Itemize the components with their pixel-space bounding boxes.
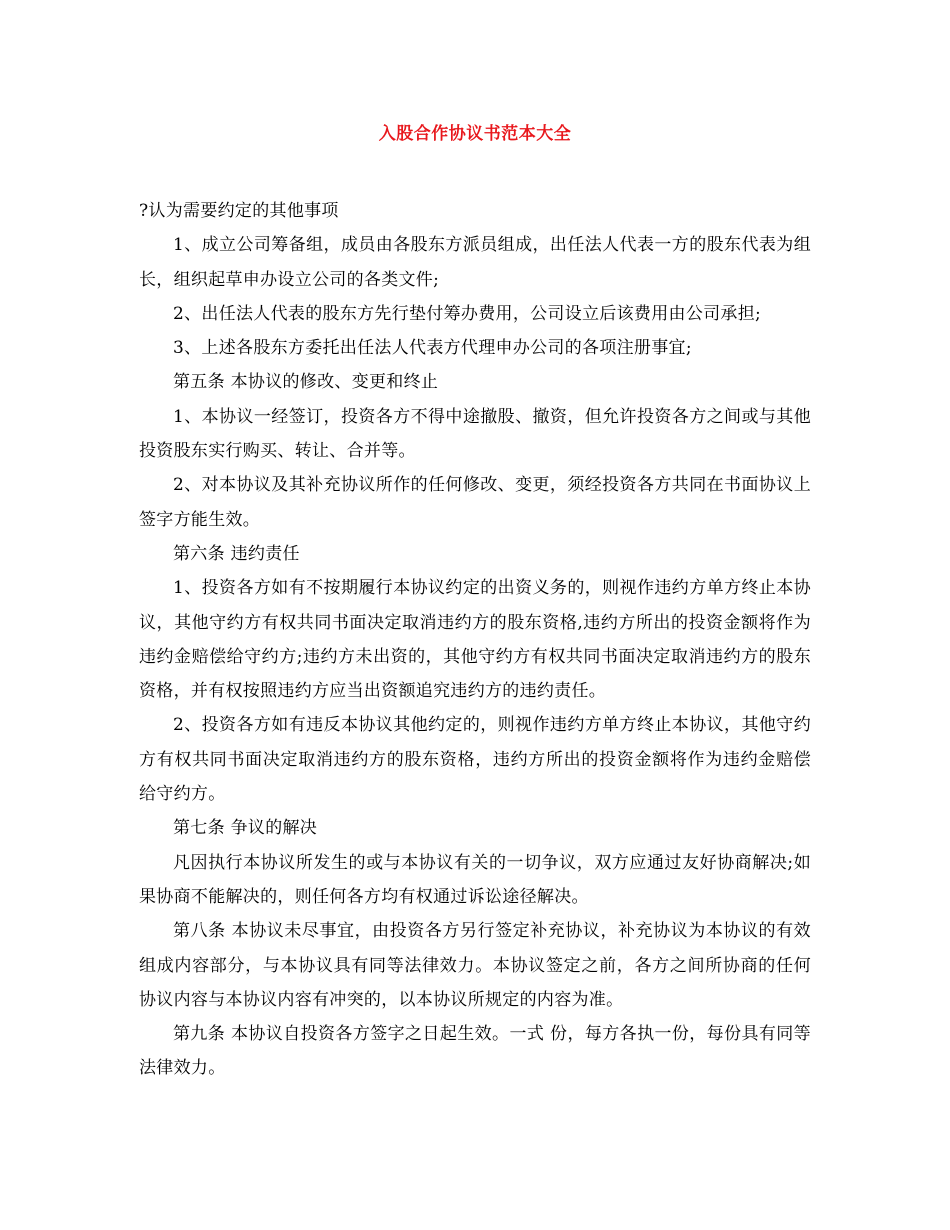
paragraph-other-matters: ?认为需要约定的其他事项	[139, 201, 339, 221]
article-9: 第九条 本协议自投资各方签字之日起生效。一式 份，每方各执一份，每份具有同等法律效力。	[139, 1024, 811, 1079]
article-5-heading: 第五条 本协议的修改、变更和终止	[173, 372, 439, 393]
article-6-heading: 第六条 违约责任	[173, 543, 300, 564]
article-7-body: 凡因执行本协议所发生的或与本协议有关的一切争议，双方应通过友好协商解决;如果协商不能解决的，则任何各方均有权通过诉讼途径解决。	[139, 852, 811, 907]
article-5-item-1: 1、本协议一经签订，投资各方不得中途撤股、撤资，但允许投资各方之间或与其他投资股东实行购买、转让、合并等。	[139, 406, 811, 462]
document-body	[139, 194, 811, 1086]
article-5-item-2: 2、对本协议及其补充协议所作的任何修改、变更，须经投资各方共同在书面协议上签字方能生效。	[139, 475, 811, 530]
document-title: 入股合作协议书范本大全	[378, 124, 572, 144]
article-6-item-2: 2、投资各方如有违反本协议其他约定的，则视作违约方单方终止本协议，其他守约方有权共同书面决定取消违约方的股东资格，违约方所出的投资金额将作为违约金赔偿给守约方。	[139, 715, 811, 805]
paragraph-item-3: 3、上述各股东方委托出任法人代表方代理申办公司的各项注册事宜;	[173, 338, 692, 359]
article-6-item-1: 1、投资各方如有不按期履行本协议约定的出资义务的，则视作违约方单方终止本协议，其他守约方有权共同书面决定取消违约方的股东资格,违约方所出的投资金额将作为违约金赔偿给守约方;违约方未出资的，其他守约方有权共同书面决定取消违约方的股东资格，并有权按照违约方应当出资额追究违约方的违约责任。	[139, 578, 811, 702]
article-7-heading: 第七条 争议的解决	[173, 818, 318, 839]
paragraph-item-2: 2、出任法人代表的股东方先行垫付筹办费用，公司设立后该费用由公司承担;	[173, 303, 762, 324]
article-8: 第八条 本协议未尽事宜，由投资各方另行签定补充协议，补充协议为本协议的有效组成内容部分，与本协议具有同等法律效力。本协议签定之前，各方之间所协商的任何协议内容与本协议内容有冲突的，以本协议所规定的内容为准。	[139, 921, 811, 1010]
paragraph-item-1: 1、成立公司筹备组，成员由各股东方派员组成，出任法人代表一方的股东代表为组长，组织起草申办设立公司的各类文件;	[139, 235, 811, 290]
